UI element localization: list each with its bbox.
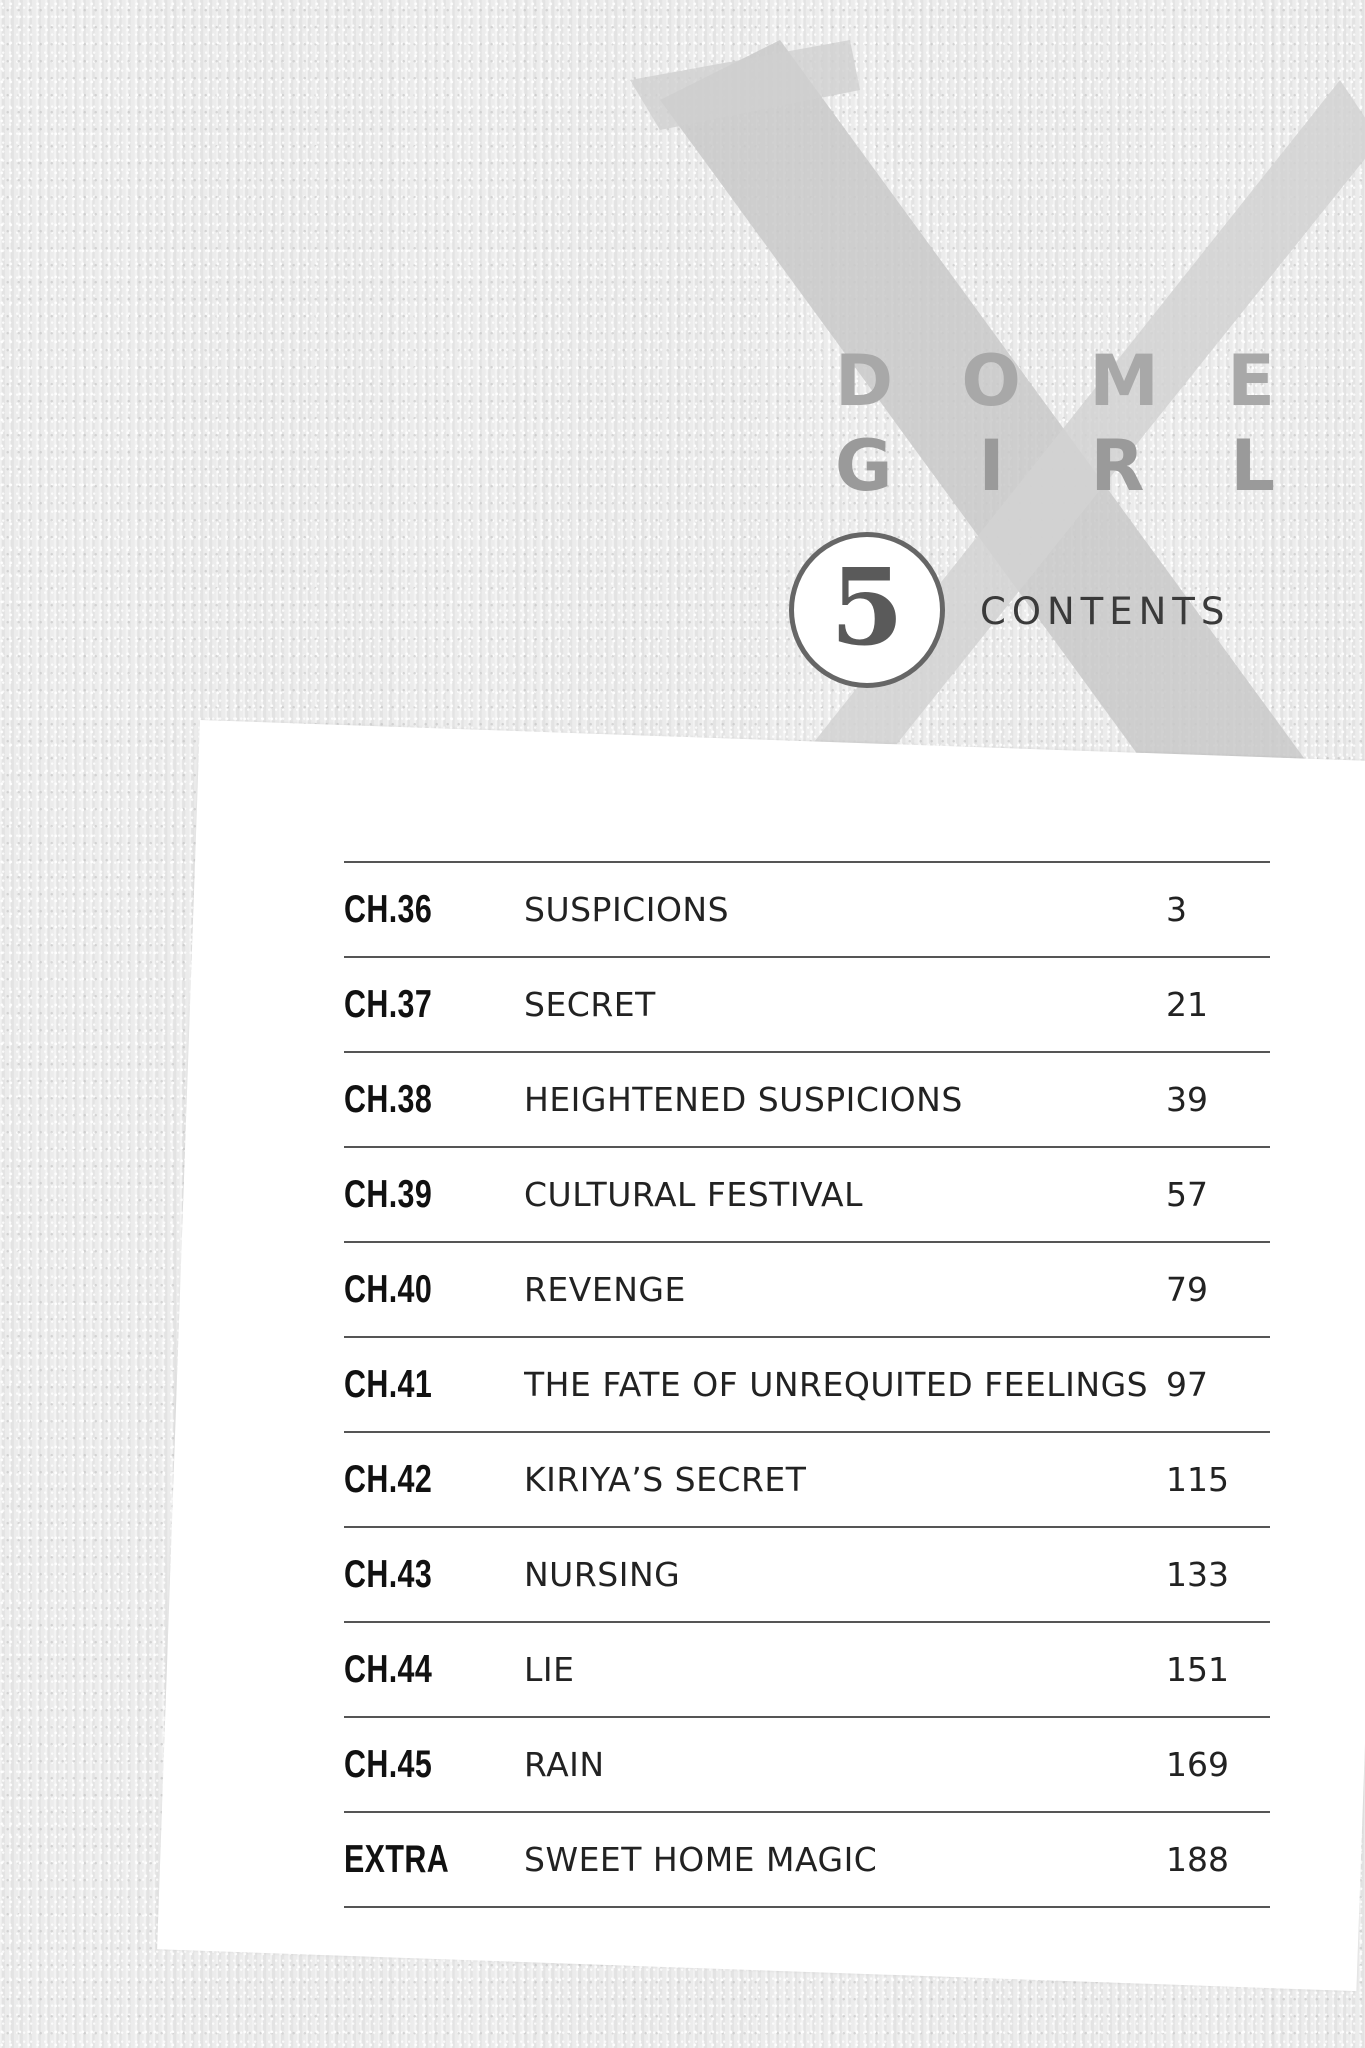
toc-row — [344, 1528, 1270, 1623]
toc-chapter: CH.36 — [344, 887, 433, 931]
toc-chapter: CH.41 — [344, 1362, 433, 1406]
toc-page-number: 151 — [1166, 1650, 1229, 1689]
toc-page-number: 169 — [1166, 1745, 1229, 1784]
toc-page-number: 79 — [1166, 1270, 1208, 1309]
volume-number: 5 — [830, 544, 904, 669]
toc-row — [344, 1623, 1270, 1718]
logo-letter: I — [978, 425, 1005, 507]
volume-badge — [789, 532, 945, 688]
toc-page-number: 133 — [1166, 1555, 1229, 1594]
toc-row — [344, 1813, 1270, 1908]
toc-title: HEIGHTENED SUSPICIONS — [524, 1080, 963, 1119]
toc-chapter: EXTRA — [344, 1837, 450, 1881]
toc-row — [344, 1718, 1270, 1813]
logo-word-girl — [835, 425, 1275, 507]
toc-title: LIE — [524, 1650, 575, 1689]
logo-letter: R — [1090, 425, 1145, 507]
toc-title: THE FATE OF UNREQUITED FEELINGS — [524, 1365, 1149, 1404]
toc-row — [344, 958, 1270, 1053]
toc-title: KIRIYA’S SECRET — [524, 1460, 807, 1499]
toc-row — [344, 863, 1270, 958]
table-of-contents — [344, 861, 1270, 1908]
logo-letter: O — [961, 340, 1021, 422]
toc-page-number: 115 — [1166, 1460, 1229, 1499]
toc-chapter: CH.43 — [344, 1552, 433, 1596]
toc-title: REVENGE — [524, 1270, 686, 1309]
toc-row — [344, 1433, 1270, 1528]
toc-title: SWEET HOME MAGIC — [524, 1840, 878, 1879]
logo-letter: L — [1230, 425, 1275, 507]
toc-chapter: CH.37 — [344, 982, 433, 1026]
toc-page-number: 21 — [1166, 985, 1208, 1024]
toc-chapter: CH.38 — [344, 1077, 433, 1121]
toc-row — [344, 1243, 1270, 1338]
logo-letter: G — [835, 425, 893, 507]
toc-title: SECRET — [524, 985, 656, 1024]
toc-title: NURSING — [524, 1555, 681, 1594]
toc-row — [344, 1148, 1270, 1243]
toc-page-number: 57 — [1166, 1175, 1208, 1214]
toc-chapter: CH.45 — [344, 1742, 433, 1786]
toc-row — [344, 1053, 1270, 1148]
logo-letter: E — [1227, 340, 1275, 422]
logo-letter: D — [835, 340, 894, 422]
toc-chapter: CH.40 — [344, 1267, 433, 1311]
contents-heading: CONTENTS — [980, 590, 1231, 633]
logo-letter: M — [1089, 340, 1159, 422]
toc-chapter: CH.39 — [344, 1172, 433, 1216]
toc-row — [344, 1338, 1270, 1433]
toc-chapter: CH.42 — [344, 1457, 433, 1501]
toc-page-number: 97 — [1166, 1365, 1208, 1404]
toc-title: SUSPICIONS — [524, 890, 730, 929]
logo-word-dome — [835, 340, 1275, 422]
toc-page-number: 39 — [1166, 1080, 1208, 1119]
toc-page-number: 188 — [1166, 1840, 1229, 1879]
toc-chapter: CH.44 — [344, 1647, 433, 1691]
toc-title: RAIN — [524, 1745, 605, 1784]
toc-title: CULTURAL FESTIVAL — [524, 1175, 863, 1214]
toc-page-number: 3 — [1166, 890, 1187, 929]
